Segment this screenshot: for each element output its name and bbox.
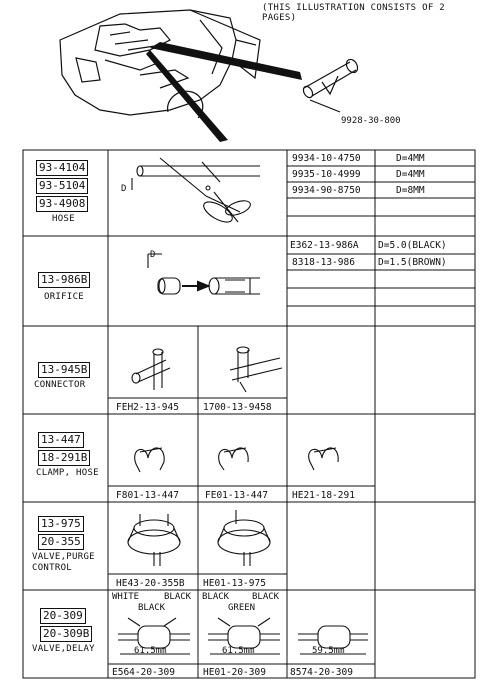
row-name-valve-delay: VALVE,DELAY xyxy=(32,644,95,654)
color-label-black-4: BLACK xyxy=(252,592,280,602)
length-label-3: 59.5mm xyxy=(312,646,345,656)
hero-part-number: 9928-30-800 xyxy=(341,116,401,126)
row-name-orifice: ORIFICE xyxy=(44,292,85,302)
part-label: F801-13-447 xyxy=(116,490,179,501)
delay-valve-illustration xyxy=(110,612,375,664)
code-13-447: 13-447 xyxy=(38,432,84,448)
color-label-green: GREEN xyxy=(228,603,256,613)
connector-illustration xyxy=(110,330,286,396)
orifice-diameter-label: D xyxy=(150,250,156,260)
purge-valve-illustration xyxy=(110,506,286,572)
part-label: HE43-20-355B xyxy=(116,578,185,589)
row-name-clamp-hose: CLAMP, HOSE xyxy=(36,468,99,478)
color-label-black-2: BLACK xyxy=(138,603,166,613)
spec-pn: 8318-13-986 xyxy=(292,257,355,268)
code-93-5104: 93-5104 xyxy=(36,178,88,194)
part-label: 8574-20-309 xyxy=(290,667,353,678)
hose-diameter-label: D xyxy=(121,184,127,194)
color-label-black-3: BLACK xyxy=(202,592,230,602)
code-13-986b: 13-986B xyxy=(38,272,90,288)
row-name-connector: CONNECTOR xyxy=(34,380,86,390)
spec-desc: D=5.0(BLACK) xyxy=(378,240,447,251)
hose-scissors-illustration xyxy=(110,152,286,234)
spec-pn: E362-13-986A xyxy=(290,240,359,251)
part-label: E564-20-309 xyxy=(112,667,175,678)
part-label: FEH2-13-945 xyxy=(116,402,179,413)
part-label: FE01-13-447 xyxy=(205,490,268,501)
length-label-2: 61.5mm xyxy=(222,646,255,656)
spec-desc: D=4MM xyxy=(396,153,425,164)
spec-pn: 9934-10-4750 xyxy=(292,153,361,164)
spec-pn: 9935-10-4999 xyxy=(292,169,361,180)
code-13-945b: 13-945B xyxy=(38,362,90,378)
code-13-975: 13-975 xyxy=(38,516,84,532)
orifice-illustration xyxy=(110,238,286,324)
part-label: HE21-18-291 xyxy=(292,490,355,501)
code-18-291b: 18-291B xyxy=(38,450,90,466)
part-label: HE01-13-975 xyxy=(203,578,266,589)
spec-desc: D=1.5(BROWN) xyxy=(378,257,447,268)
illustration-note: (THIS ILLUSTRATION CONSISTS OF 2 PAGES) xyxy=(262,3,445,23)
length-label-1: 61.5mm xyxy=(134,646,167,656)
color-label-white: WHITE xyxy=(112,592,140,602)
spec-pn: 9934-90-8750 xyxy=(292,185,361,196)
clamp-illustration xyxy=(110,418,375,484)
row-name-hose: HOSE xyxy=(52,214,75,224)
code-93-4104: 93-4104 xyxy=(36,160,88,176)
code-93-4908: 93-4908 xyxy=(36,196,88,212)
color-label-black: BLACK xyxy=(164,592,192,602)
part-label: HE01-20-309 xyxy=(203,667,266,678)
code-20-309b: 20-309B xyxy=(40,626,92,642)
row-name-valve-purge-control: VALVE,PURGE CONTROL xyxy=(32,552,95,573)
spec-desc: D=4MM xyxy=(396,169,425,180)
spec-desc: D=8MM xyxy=(396,185,425,196)
code-20-355: 20-355 xyxy=(38,534,84,550)
code-20-309: 20-309 xyxy=(40,608,86,624)
part-label: 1700-13-9458 xyxy=(203,402,272,413)
